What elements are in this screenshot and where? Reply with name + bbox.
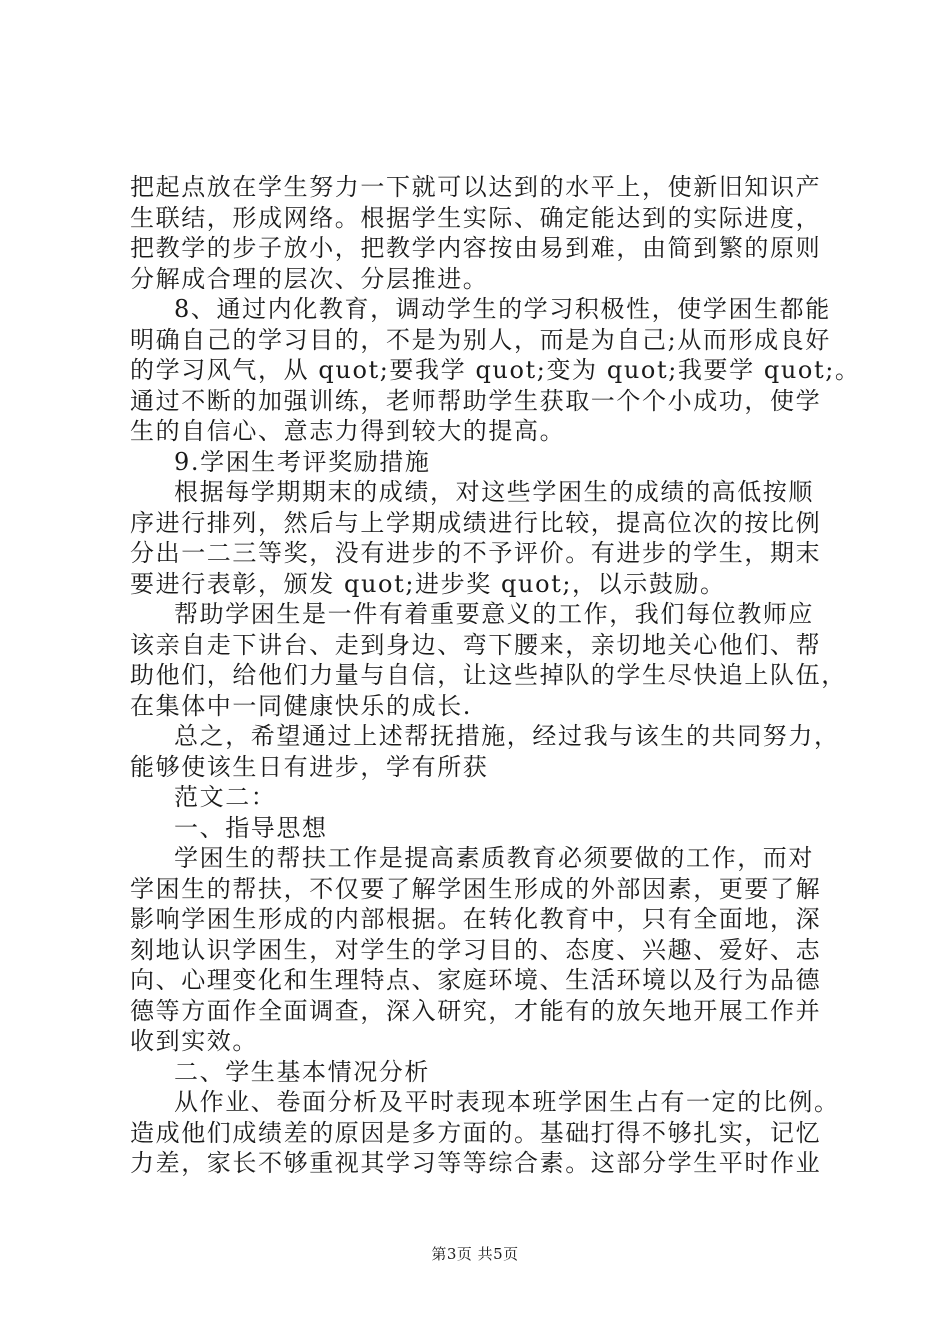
text-line: 生的自信心、意志力得到较大的提高。 bbox=[130, 417, 566, 445]
text-line: 的学习风气，从 quot;要我学 quot;变为 quot;我要学 quot;。 bbox=[130, 356, 861, 384]
text-line: 向、心理变化和生理特点、家庭环境、生活环境以及行为品德 bbox=[130, 966, 822, 994]
text-line: 从作业、卷面分析及平时表现本班学困生占有一定的比例。 bbox=[174, 1088, 840, 1116]
text-line: 一、指导思想 bbox=[174, 813, 328, 842]
text-line: 8、通过内化教育，调动学生的学习积极性，使学困生都能 bbox=[174, 295, 831, 323]
text-line: 通过不断的加强训练，老师帮助学生获取一个个小成功，使学 bbox=[130, 386, 822, 415]
text-line: 9.学困生考评奖励措施 bbox=[174, 447, 431, 476]
text-line: 分解成合理的层次、分层推进。 bbox=[130, 264, 489, 293]
text-line: 学困生的帮扶，不仅要了解学困生形成的外部因素，更要了解 bbox=[130, 874, 822, 903]
text-line: 生联结，形成网络。根据学生实际、确定能达到的实际进度， bbox=[130, 203, 822, 232]
text-line: 范文二： bbox=[174, 783, 277, 811]
text-line: 分出一二三等奖，没有进步的不予评价。有进步的学生，期末 bbox=[130, 539, 822, 567]
text-line: 造成他们成绩差的原因是多方面的。基础打得不够扎实，记忆 bbox=[130, 1118, 822, 1147]
document-body bbox=[130, 172, 861, 1179]
text-line: 影响学困生形成的内部根据。在转化教育中，只有全面地，深 bbox=[130, 905, 822, 933]
text-line: 明确自己的学习目的，不是为别人，而是为自己;从而形成良好 bbox=[130, 325, 831, 354]
page-footer bbox=[0, 1244, 950, 1264]
text-line: 帮助学困生是一件有着重要意义的工作，我们每位教师应 bbox=[174, 600, 814, 628]
text-line: 把教学的步子放小，把教学内容按由易到难，由简到繁的原则 bbox=[130, 234, 822, 262]
text-line: 刻地认识学困生，对学生的学习目的、态度、兴趣、爱好、志 bbox=[130, 935, 822, 964]
page-indicator: 第3页 共5页 bbox=[431, 1245, 519, 1263]
text-line: 在集体中一同健康快乐的成长. bbox=[130, 691, 473, 720]
text-line: 总之，希望通过上述帮抚措施，经过我与该生的共同努力， bbox=[174, 722, 840, 750]
text-line: 要进行表彰，颁发 quot;进步奖 quot;，以示鼓励。 bbox=[130, 569, 726, 598]
text-line: 德等方面作全面调查，深入研究，才能有的放矢地开展工作并 bbox=[130, 996, 822, 1025]
text-line: 二、学生基本情况分析 bbox=[174, 1057, 430, 1086]
text-line: 力差，家长不够重视其学习等等综合素。这部分学生平时作业 bbox=[130, 1149, 822, 1177]
text-line: 收到实效。 bbox=[130, 1027, 258, 1055]
text-line: 能够使该生日有进步，学有所获 bbox=[130, 752, 489, 781]
text-line: 把起点放在学生努力一下就可以达到的水平上，使新旧知识产 bbox=[130, 173, 822, 201]
text-line: 根据每学期期末的成绩，对这些学困生的成绩的高低按顺 bbox=[174, 478, 814, 506]
text-line: 序进行排列，然后与上学期成绩进行比较，提高位次的按比例 bbox=[130, 508, 822, 537]
text-line: 该亲自走下讲台、走到身边、弯下腰来，亲切地关心他们、帮 bbox=[130, 630, 822, 659]
text-line: 助他们，给他们力量与自信，让这些掉队的学生尽快追上队伍， bbox=[130, 661, 847, 689]
text-line: 学困生的帮扶工作是提高素质教育必须要做的工作，而对 bbox=[174, 844, 814, 872]
